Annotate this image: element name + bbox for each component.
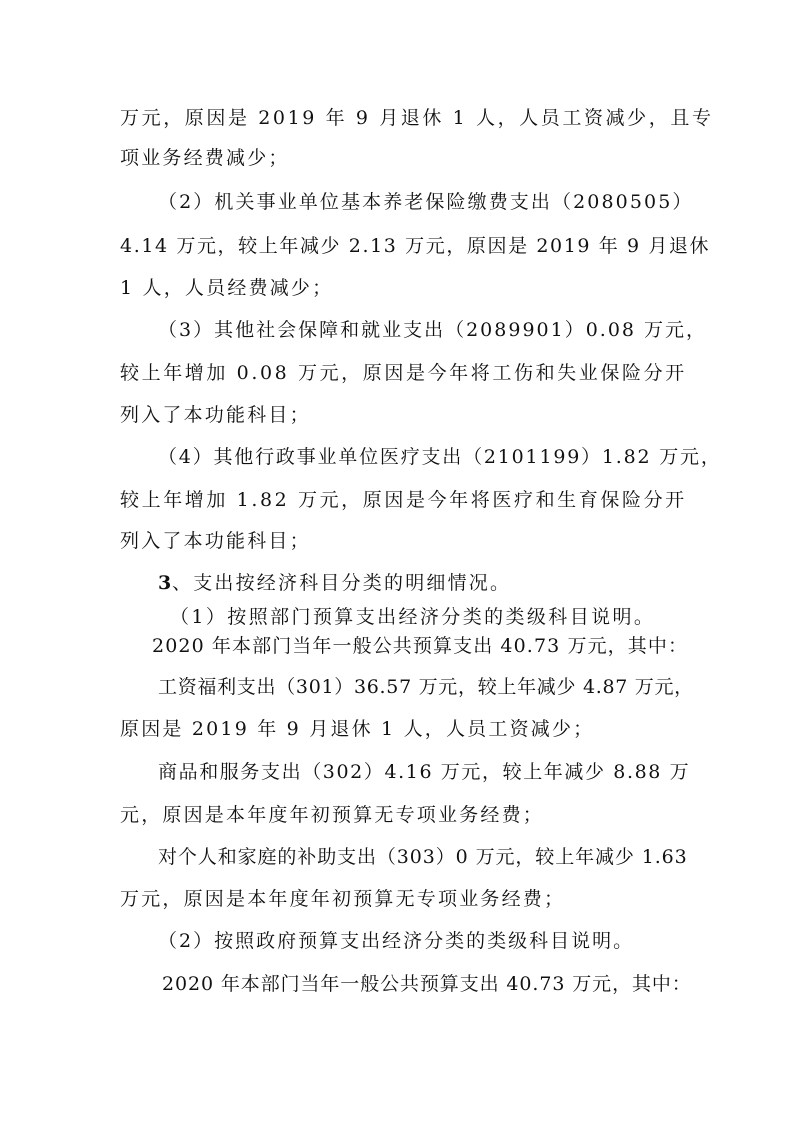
- text-line: （2）按照政府预算支出经济分类的类级科目说明。: [158, 930, 635, 952]
- text-line: 万元，原因是本年度年初预算无专项业务经费；: [120, 888, 566, 910]
- text-line: 2020 年本部门当年一般公共预算支出 40.73 万元，其中：: [152, 635, 689, 657]
- section-heading: 、支出按经济科目分类的明细情况。: [172, 572, 512, 594]
- section-number: 3: [158, 572, 174, 594]
- text-line: 项业务经费减少；: [120, 147, 290, 169]
- text-line: 万元，原因是 2019 年 9 月退休 1 人，人员工资减少，且专: [120, 107, 714, 129]
- text-line: 对个人和家庭的补助支出（303）0 万元，较上年减少 1.63: [158, 846, 688, 868]
- text-line: 较上年增加 1.82 万元，原因是今年将医疗和生育保险分开: [120, 489, 687, 511]
- text-line: （4）其他行政事业单位医疗支出（2101199）1.82 万元，: [158, 446, 722, 468]
- text-line: 商品和服务支出（302）4.16 万元，较上年减少 8.88 万: [158, 761, 691, 783]
- text-line: 较上年增加 0.08 万元，原因是今年将工伤和失业保险分开: [120, 362, 687, 384]
- text-line: （1）按照部门预算支出经济分类的类级科目说明。: [170, 606, 656, 628]
- text-line: 1 人，人员经费减少；: [120, 277, 334, 299]
- text-line: （3）其他社会保障和就业支出（2089901）0.08 万元，: [158, 319, 708, 341]
- text-line: 列入了本功能科目；: [120, 530, 311, 552]
- text-line: 原因是 2019 年 9 月退休 1 人，人员工资减少；: [120, 718, 595, 740]
- text-line: （2）机关事业单位基本养老保险缴费支出（2080505）: [158, 191, 694, 213]
- text-line: 元，原因是本年度年初预算无专项业务经费；: [120, 804, 545, 826]
- text-line: 2020 年本部门当年一般公共预算支出 40.73 万元，其中：: [162, 973, 692, 995]
- text-line: 4.14 万元，较上年减少 2.13 万元，原因是 2019 年 9 月退休: [120, 235, 711, 257]
- text-line: 工资福利支出（301）36.57 万元，较上年减少 4.87 万元，: [158, 676, 694, 698]
- text-line: 列入了本功能科目；: [120, 404, 311, 426]
